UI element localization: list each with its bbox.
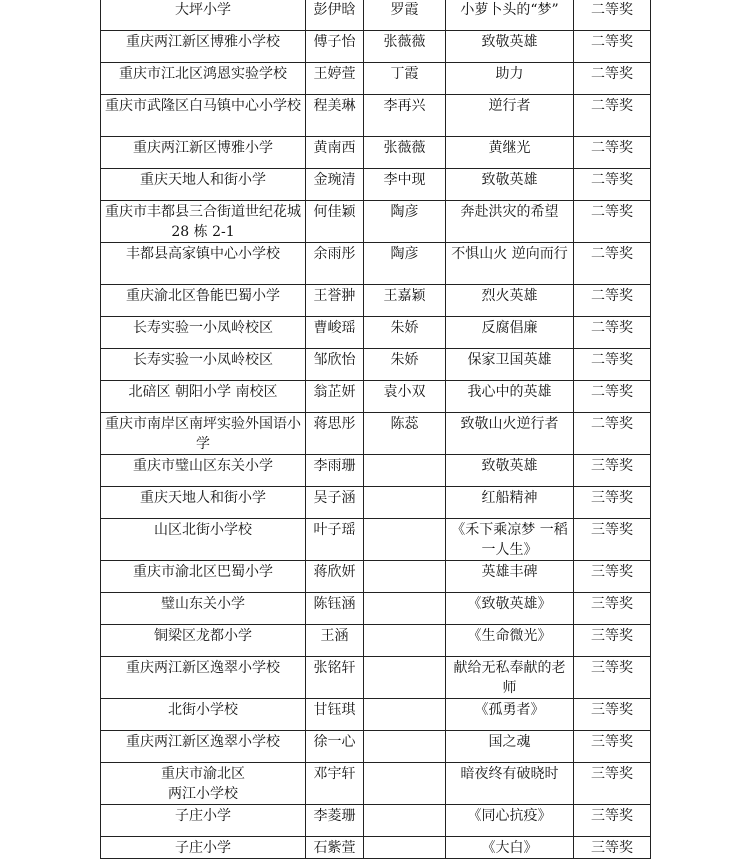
award-list-page bbox=[100, 0, 651, 859]
student-cell: 蒋思彤 bbox=[306, 413, 364, 455]
table-row bbox=[101, 169, 651, 201]
award-cell: 二等奖 bbox=[574, 201, 651, 243]
table-row bbox=[101, 201, 651, 243]
work-title-cell: 致敬英雄 bbox=[446, 455, 574, 487]
table-row bbox=[101, 455, 651, 487]
work-title-cell: 黄继光 bbox=[446, 137, 574, 169]
school-cell: 重庆市璧山区东关小学 bbox=[101, 455, 306, 487]
teacher-cell bbox=[364, 699, 446, 731]
school-cell: 大坪小学 bbox=[101, 0, 306, 31]
work-title-cell: 致敬英雄 bbox=[446, 31, 574, 63]
teacher-cell: 张薇薇 bbox=[364, 31, 446, 63]
table-row bbox=[101, 763, 651, 805]
award-cell: 二等奖 bbox=[574, 0, 651, 31]
school-cell: 重庆市渝北区 两江小学校 bbox=[101, 763, 306, 805]
award-cell: 二等奖 bbox=[574, 63, 651, 95]
school-cell: 重庆市江北区鸿恩实验学校 bbox=[101, 63, 306, 95]
award-cell: 三等奖 bbox=[574, 519, 651, 561]
work-title-cell: 献给无私奉献的老师 bbox=[446, 657, 574, 699]
award-cell: 三等奖 bbox=[574, 593, 651, 625]
teacher-cell: 丁霞 bbox=[364, 63, 446, 95]
school-cell: 重庆市武隆区白马镇中心小学校 bbox=[101, 95, 306, 137]
school-cell: 丰都县高家镇中心小学校 bbox=[101, 243, 306, 285]
award-table-body bbox=[101, 0, 651, 859]
work-title-cell: 暗夜终有破晓时 bbox=[446, 763, 574, 805]
award-cell: 二等奖 bbox=[574, 169, 651, 201]
student-cell: 傅子怡 bbox=[306, 31, 364, 63]
school-cell: 璧山东关小学 bbox=[101, 593, 306, 625]
student-cell: 余雨彤 bbox=[306, 243, 364, 285]
school-cell: 重庆两江新区逸翠小学校 bbox=[101, 657, 306, 699]
student-cell: 王婷萱 bbox=[306, 63, 364, 95]
award-cell: 二等奖 bbox=[574, 413, 651, 455]
work-title-cell: 不惧山火 逆向而行 bbox=[446, 243, 574, 285]
student-cell: 曹峻瑶 bbox=[306, 317, 364, 349]
student-cell: 王涵 bbox=[306, 625, 364, 657]
work-title-cell: 我心中的英雄 bbox=[446, 381, 574, 413]
student-cell: 程美琳 bbox=[306, 95, 364, 137]
work-title-cell: 《致敬英雄》 bbox=[446, 593, 574, 625]
table-row bbox=[101, 63, 651, 95]
work-title-cell: 逆行者 bbox=[446, 95, 574, 137]
teacher-cell: 朱娇 bbox=[364, 317, 446, 349]
work-title-cell: 英雄丰碑 bbox=[446, 561, 574, 593]
teacher-cell bbox=[364, 487, 446, 519]
table-row bbox=[101, 0, 651, 31]
school-cell: 长寿实验一小凤岭校区 bbox=[101, 317, 306, 349]
work-title-cell: 助力 bbox=[446, 63, 574, 95]
student-cell: 吴子涵 bbox=[306, 487, 364, 519]
award-cell: 三等奖 bbox=[574, 561, 651, 593]
student-cell: 蒋欣妍 bbox=[306, 561, 364, 593]
work-title-cell: 反腐倡廉 bbox=[446, 317, 574, 349]
teacher-cell bbox=[364, 805, 446, 837]
work-title-cell: 《孤勇者》 bbox=[446, 699, 574, 731]
school-cell: 重庆渝北区鲁能巴蜀小学 bbox=[101, 285, 306, 317]
student-cell: 翁芷妍 bbox=[306, 381, 364, 413]
award-cell: 三等奖 bbox=[574, 657, 651, 699]
award-cell: 三等奖 bbox=[574, 805, 651, 837]
work-title-cell: 致敬英雄 bbox=[446, 169, 574, 201]
work-title-cell: 国之魂 bbox=[446, 731, 574, 763]
teacher-cell bbox=[364, 593, 446, 625]
award-cell: 二等奖 bbox=[574, 317, 651, 349]
teacher-cell: 陈蕊 bbox=[364, 413, 446, 455]
work-title-cell: 奔赴洪灾的希望 bbox=[446, 201, 574, 243]
teacher-cell: 王嘉颖 bbox=[364, 285, 446, 317]
work-title-cell: 小萝卜头的“梦” bbox=[446, 0, 574, 31]
work-title-cell: 红船精神 bbox=[446, 487, 574, 519]
table-row bbox=[101, 317, 651, 349]
table-row bbox=[101, 137, 651, 169]
teacher-cell: 袁小双 bbox=[364, 381, 446, 413]
student-cell: 张铭轩 bbox=[306, 657, 364, 699]
teacher-cell: 张薇薇 bbox=[364, 137, 446, 169]
work-title-cell: 《禾下乘凉梦 一稻一人生》 bbox=[446, 519, 574, 561]
school-cell: 北街小学校 bbox=[101, 699, 306, 731]
table-row bbox=[101, 413, 651, 455]
school-cell: 重庆天地人和街小学 bbox=[101, 169, 306, 201]
work-title-cell: 《同心抗疫》 bbox=[446, 805, 574, 837]
teacher-cell: 李中现 bbox=[364, 169, 446, 201]
table-row bbox=[101, 519, 651, 561]
table-row bbox=[101, 381, 651, 413]
teacher-cell: 李再兴 bbox=[364, 95, 446, 137]
table-row bbox=[101, 657, 651, 699]
work-title-cell: 保家卫国英雄 bbox=[446, 349, 574, 381]
school-cell: 重庆两江新区逸翠小学校 bbox=[101, 731, 306, 763]
teacher-cell bbox=[364, 731, 446, 763]
teacher-cell bbox=[364, 657, 446, 699]
award-cell: 三等奖 bbox=[574, 625, 651, 657]
award-cell: 三等奖 bbox=[574, 837, 651, 859]
student-cell: 金琬清 bbox=[306, 169, 364, 201]
table-row bbox=[101, 731, 651, 763]
award-table bbox=[100, 0, 651, 859]
school-cell: 重庆市丰都县三合街道世纪花城 28 栋 2-1 bbox=[101, 201, 306, 243]
table-row bbox=[101, 593, 651, 625]
student-cell: 邓宇轩 bbox=[306, 763, 364, 805]
school-cell: 重庆天地人和街小学 bbox=[101, 487, 306, 519]
student-cell: 何佳颖 bbox=[306, 201, 364, 243]
table-row bbox=[101, 805, 651, 837]
teacher-cell bbox=[364, 763, 446, 805]
school-cell: 子庄小学 bbox=[101, 837, 306, 859]
award-cell: 二等奖 bbox=[574, 381, 651, 413]
school-cell: 铜梁区龙都小学 bbox=[101, 625, 306, 657]
teacher-cell: 陶彦 bbox=[364, 201, 446, 243]
teacher-cell bbox=[364, 625, 446, 657]
student-cell: 邹欣怡 bbox=[306, 349, 364, 381]
award-cell: 三等奖 bbox=[574, 731, 651, 763]
student-cell: 石紫萱 bbox=[306, 837, 364, 859]
teacher-cell bbox=[364, 561, 446, 593]
award-cell: 二等奖 bbox=[574, 349, 651, 381]
award-cell: 三等奖 bbox=[574, 699, 651, 731]
student-cell: 李雨珊 bbox=[306, 455, 364, 487]
award-cell: 三等奖 bbox=[574, 455, 651, 487]
table-row bbox=[101, 561, 651, 593]
work-title-cell: 烈火英雄 bbox=[446, 285, 574, 317]
award-cell: 二等奖 bbox=[574, 31, 651, 63]
award-cell: 二等奖 bbox=[574, 285, 651, 317]
teacher-cell: 陶彦 bbox=[364, 243, 446, 285]
table-row bbox=[101, 95, 651, 137]
teacher-cell bbox=[364, 455, 446, 487]
school-cell: 北碚区 朝阳小学 南校区 bbox=[101, 381, 306, 413]
teacher-cell: 朱娇 bbox=[364, 349, 446, 381]
student-cell: 李菱珊 bbox=[306, 805, 364, 837]
award-cell: 三等奖 bbox=[574, 487, 651, 519]
school-cell: 重庆两江新区博雅小学 bbox=[101, 137, 306, 169]
school-cell: 重庆两江新区博雅小学校 bbox=[101, 31, 306, 63]
work-title-cell: 《大白》 bbox=[446, 837, 574, 859]
table-row bbox=[101, 625, 651, 657]
work-title-cell: 《生命微光》 bbox=[446, 625, 574, 657]
teacher-cell bbox=[364, 519, 446, 561]
table-row bbox=[101, 837, 651, 859]
student-cell: 陈钰涵 bbox=[306, 593, 364, 625]
award-cell: 二等奖 bbox=[574, 95, 651, 137]
table-row bbox=[101, 285, 651, 317]
school-cell: 山区北街小学校 bbox=[101, 519, 306, 561]
teacher-cell bbox=[364, 837, 446, 859]
work-title-cell: 致敬山火逆行者 bbox=[446, 413, 574, 455]
table-row bbox=[101, 699, 651, 731]
table-row bbox=[101, 31, 651, 63]
school-cell: 子庄小学 bbox=[101, 805, 306, 837]
award-cell: 二等奖 bbox=[574, 137, 651, 169]
teacher-cell: 罗霞 bbox=[364, 0, 446, 31]
award-cell: 三等奖 bbox=[574, 763, 651, 805]
student-cell: 彭伊晗 bbox=[306, 0, 364, 31]
student-cell: 甘钰琪 bbox=[306, 699, 364, 731]
school-cell: 重庆市南岸区南坪实验外国语小学 bbox=[101, 413, 306, 455]
school-cell: 长寿实验一小凤岭校区 bbox=[101, 349, 306, 381]
award-cell: 二等奖 bbox=[574, 243, 651, 285]
table-row bbox=[101, 243, 651, 285]
table-row bbox=[101, 487, 651, 519]
student-cell: 叶子瑶 bbox=[306, 519, 364, 561]
student-cell: 黄南西 bbox=[306, 137, 364, 169]
table-row bbox=[101, 349, 651, 381]
student-cell: 王誉翀 bbox=[306, 285, 364, 317]
student-cell: 徐一心 bbox=[306, 731, 364, 763]
school-cell: 重庆市渝北区巴蜀小学 bbox=[101, 561, 306, 593]
